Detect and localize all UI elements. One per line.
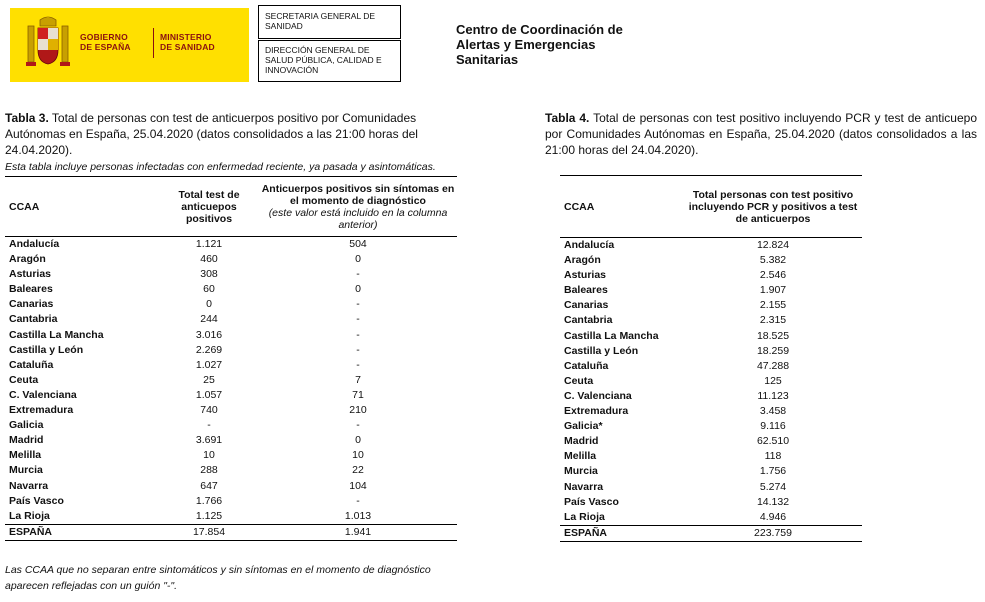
- ccaa-cell: Aragón: [564, 254, 601, 267]
- total-cell: 1.057: [195, 388, 223, 401]
- ccaa-cell: Cataluña: [564, 359, 609, 372]
- ccaa-cell: Baleares: [564, 284, 608, 297]
- t4-header-ccaa: CCAA: [564, 200, 595, 213]
- t4-header-total: Total personas con test positivo incluyendo PCR y positivos a test de anticuerpos: [688, 188, 858, 225]
- ccaa-cell: Melilla: [564, 450, 597, 463]
- table-row: [560, 389, 862, 404]
- asymptomatic-cell: 10: [352, 449, 364, 462]
- ccaa-cell: Castilla La Mancha: [9, 328, 104, 341]
- ccaa-cell: Navarra: [9, 479, 49, 492]
- total-cell: 11.123: [757, 389, 789, 402]
- table3-caption: Tabla 3. Total de personas con test de anticuerpos positivo por Comunidades Autónomas en España, 25.04.2020 (datos consolidados a las 21:00 horas del 24.04.2020).: [5, 111, 418, 157]
- asymptomatic-cell: 0: [355, 434, 361, 447]
- asymptomatic-cell: -: [356, 328, 360, 341]
- total-cell: 3.016: [195, 328, 223, 341]
- table4-body: [560, 238, 862, 542]
- ccaa-cell: Ceuta: [564, 374, 594, 387]
- ccaa-cell: Andalucía: [564, 239, 615, 251]
- asymptomatic-cell: 1.941: [259, 524, 457, 540]
- gobierno-label: GOBIERNO DE ESPAÑA: [80, 32, 131, 52]
- ccaa-cell: Baleares: [9, 283, 53, 296]
- table-row: [5, 267, 457, 282]
- table-row: [560, 404, 862, 419]
- ccaa-cell: Cantabria: [564, 314, 613, 327]
- table3: [5, 176, 457, 541]
- total-cell: 244: [200, 313, 218, 326]
- footnote: Las CCAA que no separan entre sintomáticos y sin síntomas en el momento de diagnóstico aparecen reflejadas con un guión "-".: [5, 564, 431, 592]
- ccaa-cell: La Rioja: [9, 509, 50, 522]
- total-cell: 1.125: [195, 509, 223, 522]
- t3-header-ccaa: CCAA: [9, 200, 40, 213]
- table-row: [5, 388, 457, 403]
- table-row: [560, 434, 862, 449]
- total-cell: 223.759: [684, 525, 862, 541]
- table-row: [560, 268, 862, 283]
- total-cell: 2.315: [759, 314, 787, 327]
- ccaa-cell: Ceuta: [9, 373, 39, 386]
- table-row: [5, 252, 457, 267]
- ccaa-cell: Asturias: [564, 269, 607, 282]
- ccaa-cell: Aragón: [9, 253, 46, 266]
- total-cell: 0: [206, 298, 212, 311]
- ccaa-cell: Galicia*: [564, 420, 603, 433]
- total-cell: 2.269: [195, 343, 223, 356]
- table4: [560, 175, 862, 542]
- table-row: [560, 480, 862, 495]
- table-row: [5, 312, 457, 327]
- ccaa-cell: País Vasco: [564, 495, 619, 508]
- ccaa-cell: Castilla La Mancha: [564, 329, 659, 342]
- total-cell: 1.027: [195, 358, 223, 371]
- t3-header-sin: Anticuerpos positivos sin síntomas en el momento de diagnóstico (este valor está incluido en la columna anterior): [261, 182, 455, 231]
- table-row: [560, 329, 862, 344]
- asymptomatic-cell: -: [356, 298, 360, 311]
- table-row: [5, 282, 457, 297]
- table-row: [560, 510, 862, 526]
- asymptomatic-cell: -: [356, 343, 360, 356]
- total-cell: 25: [203, 373, 215, 386]
- total-cell: 3.691: [195, 434, 223, 447]
- total-cell: 3.458: [759, 405, 787, 418]
- ccaa-cell: Murcia: [564, 465, 598, 478]
- total-cell: 18.525: [756, 329, 790, 342]
- ccaa-cell: C. Valenciana: [9, 388, 77, 401]
- government-logo-block: [10, 8, 249, 82]
- total-cell: 1.756: [759, 465, 787, 478]
- ccaa-cell: Canarias: [564, 299, 609, 312]
- t3-header-total: Total test de anticuepos positivos: [178, 188, 240, 225]
- ccaa-cell: ESPAÑA: [560, 525, 684, 541]
- ccaa-cell: Asturias: [9, 268, 52, 281]
- asymptomatic-cell: 504: [349, 238, 367, 250]
- ccaa-cell: ESPAÑA: [5, 524, 159, 540]
- total-cell: 5.274: [759, 480, 787, 493]
- total-cell: 10: [203, 449, 215, 462]
- ccaa-cell: Canarias: [9, 298, 54, 311]
- table-row: [5, 494, 457, 509]
- asymptomatic-cell: 1.013: [344, 509, 372, 522]
- asymptomatic-cell: 22: [352, 464, 364, 477]
- total-cell: 125: [764, 374, 782, 387]
- table-row: [5, 297, 457, 312]
- ccaa-cell: Andalucía: [9, 238, 60, 250]
- table3-body: [5, 237, 457, 541]
- total-cell: 118: [764, 450, 782, 463]
- total-row: [5, 524, 457, 540]
- ccaa-cell: Madrid: [9, 434, 44, 447]
- ccaa-cell: C. Valenciana: [564, 389, 632, 402]
- table-row: [5, 433, 457, 448]
- table-row: [5, 418, 457, 433]
- total-cell: 5.382: [759, 254, 787, 267]
- table-row: [560, 419, 862, 434]
- asymptomatic-cell: 0: [355, 283, 361, 296]
- total-cell: 2.155: [759, 299, 787, 312]
- ccaa-cell: Navarra: [564, 480, 604, 493]
- total-cell: 18.259: [756, 344, 790, 357]
- secretaria-box: SECRETARIA GENERAL DE SANIDAD: [258, 5, 401, 39]
- table-row: [5, 358, 457, 373]
- ccaa-cell: Cantabria: [9, 313, 58, 326]
- asymptomatic-cell: -: [356, 358, 360, 371]
- total-cell: 647: [200, 479, 218, 492]
- table-row: [560, 298, 862, 313]
- table3-note: Esta tabla incluye personas infectadas con enfermedad reciente, ya pasada y asintomáticas.: [5, 161, 436, 173]
- total-cell: 1.907: [759, 284, 787, 297]
- table-row: [5, 479, 457, 494]
- total-cell: 1.121: [195, 238, 223, 250]
- table-row: [560, 359, 862, 374]
- asymptomatic-cell: 0: [355, 253, 361, 266]
- total-cell: 288: [200, 464, 218, 477]
- total-cell: 740: [200, 404, 218, 417]
- table-row: [560, 344, 862, 359]
- ccaa-cell: Castilla y León: [564, 344, 639, 357]
- table-row: [560, 238, 862, 254]
- ccaa-cell: País Vasco: [9, 494, 64, 507]
- total-cell: 14.132: [756, 495, 790, 508]
- total-cell: 2.546: [759, 269, 787, 282]
- ccaa-cell: Extremadura: [564, 405, 629, 418]
- table-row: [560, 313, 862, 328]
- total-cell: 460: [200, 253, 218, 266]
- ccaa-cell: Extremadura: [9, 404, 74, 417]
- table-row: [5, 403, 457, 418]
- total-cell: 62.510: [756, 435, 790, 448]
- table-row: [5, 343, 457, 358]
- asymptomatic-cell: 104: [349, 479, 367, 492]
- table-row: [5, 328, 457, 343]
- ccaa-cell: La Rioja: [564, 510, 605, 523]
- total-cell: 9.116: [760, 420, 786, 433]
- table-row: [5, 463, 457, 478]
- asymptomatic-cell: -: [356, 419, 360, 432]
- direccion-box: DIRECCIÓN GENERAL DE SALUD PÚBLICA, CALIDAD E INNOVACIÓN: [258, 40, 401, 82]
- total-cell: 4.946: [759, 510, 787, 523]
- ccaa-cell: Cataluña: [9, 358, 54, 371]
- table-row: [5, 237, 457, 253]
- asymptomatic-cell: 210: [349, 404, 367, 417]
- table-row: [5, 373, 457, 388]
- total-cell: 17.854: [159, 524, 259, 540]
- total-row: [560, 525, 862, 541]
- total-cell: 1.766: [195, 494, 223, 507]
- ministerio-label: MINISTERIO DE SANIDAD: [160, 32, 215, 52]
- ccaa-cell: Melilla: [9, 449, 42, 462]
- asymptomatic-cell: -: [356, 268, 360, 281]
- logo-divider: [153, 28, 154, 58]
- asymptomatic-cell: -: [356, 494, 360, 507]
- total-cell: 60: [203, 283, 215, 296]
- asymptomatic-cell: 7: [355, 373, 361, 386]
- table-row: [560, 449, 862, 464]
- total-cell: -: [207, 419, 211, 432]
- ccaa-cell: Madrid: [564, 435, 599, 448]
- table-row: [560, 283, 862, 298]
- table-row: [5, 509, 457, 525]
- table-row: [5, 448, 457, 463]
- table4-caption: Tabla 4. Total de personas con test positivo incluyendo PCR y test de anticuepo por Comunidades Autónomas en España, 25.04.2020 (datos consolidados a las 21:00 horas del 24.04.2020).: [545, 111, 977, 157]
- total-cell: 47.288: [756, 359, 790, 372]
- table-row: [560, 495, 862, 510]
- total-cell: 12.824: [756, 239, 790, 251]
- asymptomatic-cell: 71: [352, 388, 364, 401]
- ccaa-cell: Castilla y León: [9, 343, 84, 356]
- coat-of-arms-icon: [24, 16, 72, 74]
- ccaa-cell: Murcia: [9, 464, 43, 477]
- ccaa-cell: Galicia: [9, 419, 44, 432]
- table-row: [560, 253, 862, 268]
- table-row: [560, 464, 862, 479]
- asymptomatic-cell: -: [356, 313, 360, 326]
- total-cell: 308: [200, 268, 218, 281]
- table-row: [560, 374, 862, 389]
- center-title: Centro de Coordinación de Alertas y Emergencias Sanitarias: [456, 22, 623, 67]
